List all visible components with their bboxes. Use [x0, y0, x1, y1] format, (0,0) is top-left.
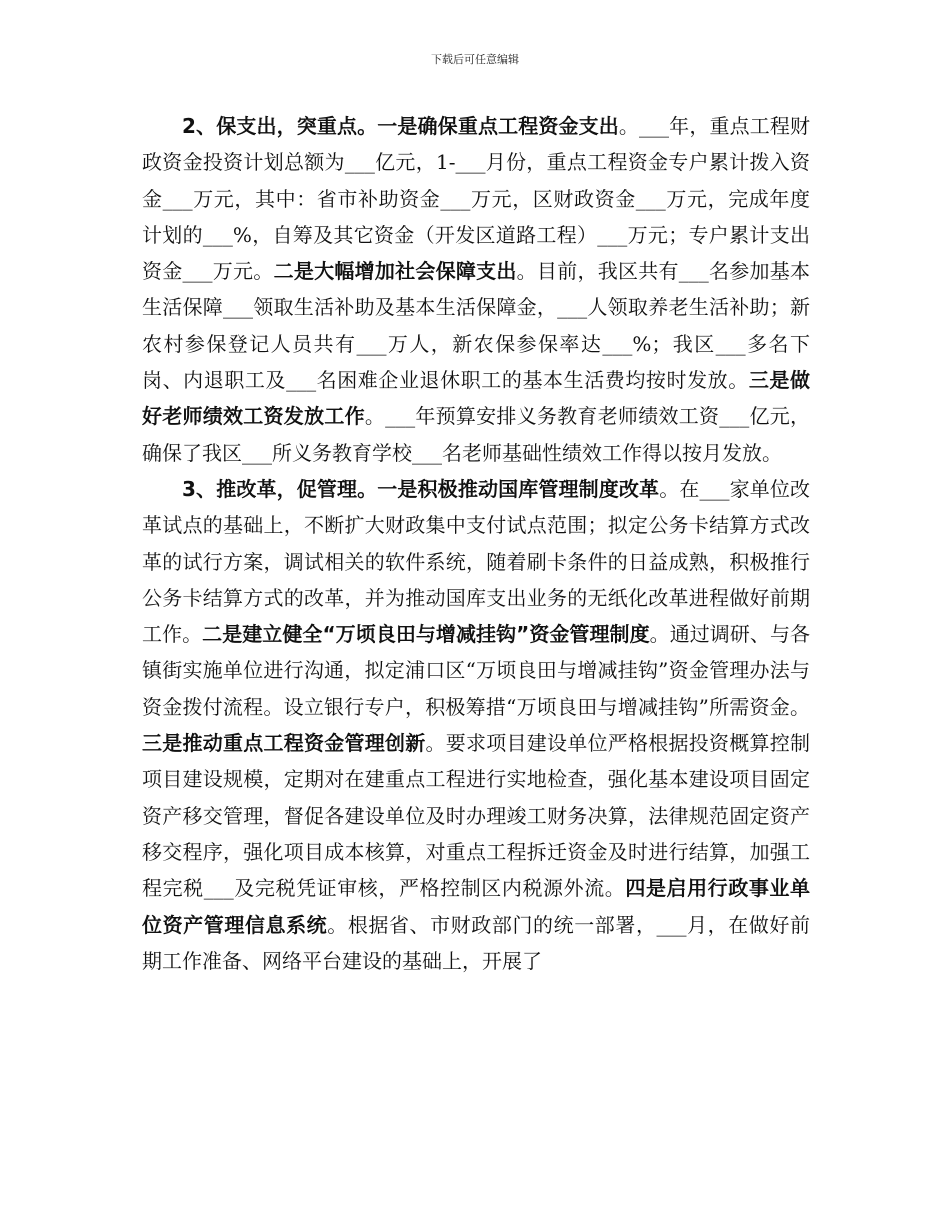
- heading-run: 三是推动重点工程资金管理创新: [142, 731, 426, 756]
- text-run: 。___年预算安排义务教育老师绩效工资___亿元，确保了我区___所义务教育学校___名老师基础性绩效工作得以按月发放。: [142, 404, 811, 465]
- document-body: [142, 108, 810, 979]
- heading-run: 2、保支出，突重点。一是确保重点工程资金支出: [182, 114, 619, 138]
- paragraph-3: [142, 471, 810, 979]
- text-run: 。根据省、市财政部门的统一部署，___月，在做好前期工作准备、网络平台建设的基础上，开展了: [142, 912, 811, 973]
- page-header: 下载后可任意编辑: [431, 53, 519, 66]
- text-run: 。目前，我区共有___名参加基本生活保障___领取生活补助及基本生活保障金，___人领取养老生活补助；新农村参保登记人员共有___万人，新农保参保率达___%；我区___多名下岗、内退职工及___名困难企业退休职工的基本生活费均按时发放。: [142, 259, 811, 393]
- text-run: 。___年，重点工程财政资金投资计划总额为___亿元，1-___月份，重点工程资金专户累计拨入资金___万元，其中：省市补助资金___万元，区财政资金___万元，完成年度计划的___%，自筹及其它资金（开发区道路工程）___万元；专户累计支出资金___万元。: [142, 114, 810, 284]
- paragraph-2: [142, 108, 810, 471]
- text-run: 。要求项目建设单位严格根据投资概算控制项目建设规模，定期对在建重点工程进行实地检查，强化基本建设项目固定资产移交管理，督促各建设单位及时办理竣工财务决算，法律规范固定资产移交程序，强化项目成本核算，对重点工程拆迁资金及时进行结算，加强工程完税___及完税凭证审核，严格控制区内税源外流。: [142, 731, 810, 901]
- heading-run: 四是启用行政事业单位资产管理信息系统: [142, 876, 811, 937]
- heading-run: 三是做好老师绩效工资发放工作: [142, 368, 811, 429]
- heading-run: 3、推改革，促管理。一是积极推动国库管理制度改革: [182, 476, 660, 501]
- heading-run: 二是大幅增加社会保障支出: [273, 259, 517, 284]
- heading-run: 二是建立健全“万顷良田与增减挂钩”资金管理制度: [202, 622, 650, 647]
- text-run: 。在___家单位改革试点的基础上，不断扩大财政集中支付试点范围；拟定公务卡结算方式改革的试行方案，调试相关的软件系统，随着刷卡条件的日益成熟，积极推行公务卡结算方式的改革，并为推动国库支出业务的无纸化改革进程做好前期工作。: [142, 476, 811, 647]
- text-run: 。通过调研、与各镇街实施单位进行沟通，拟定浦口区“万顷良田与增减挂钩”资金管理办法与资金拨付流程。设立银行专户，积极筹措“万顷良田与增减挂钩”所需资金。: [142, 622, 811, 719]
